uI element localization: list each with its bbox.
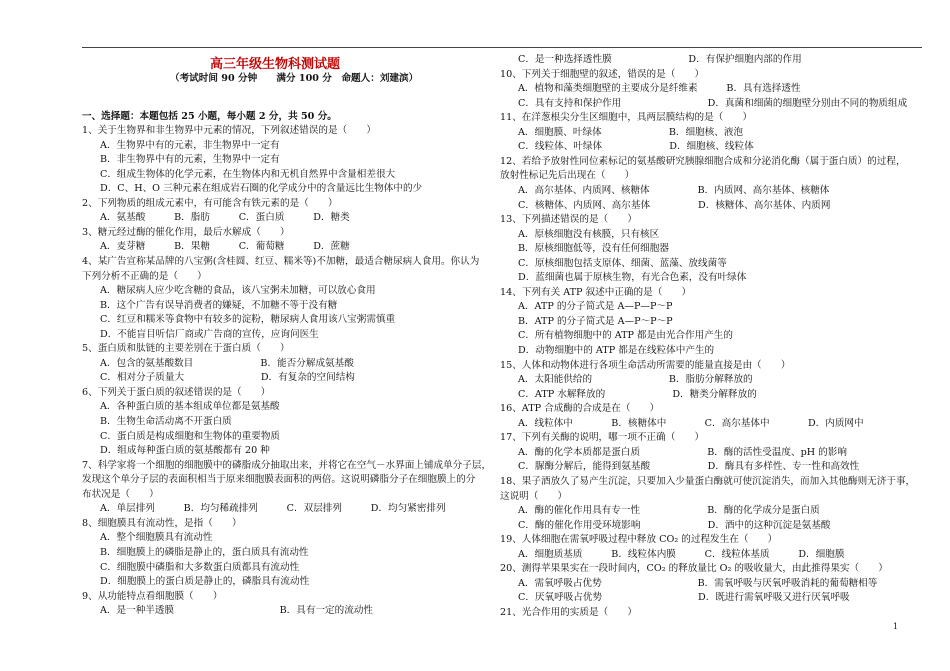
answer-option: A．植物和藻类细胞壁的主要成分是纤维素 B．具有选择透性 bbox=[518, 83, 801, 95]
answer-option: B．生物生命活动离不开蛋白质 bbox=[100, 416, 232, 427]
question-text: 3、糖元经过酶的催化作用，最后水解成（ ） bbox=[82, 226, 290, 238]
question-text: 布状况是（ ） bbox=[82, 488, 159, 500]
question-text: 17、下列有关酶的说明，哪一项不正确（ ） bbox=[500, 432, 705, 444]
header-rule bbox=[82, 47, 922, 48]
answer-option: C．厌氧呼吸占优势 D．既进行需氧呼吸又进行厌氧呼吸 bbox=[518, 592, 850, 604]
question-text: 19、人体细胞在需氧呼吸过程中释放 CO₂ 的过程发生在（ ） bbox=[500, 534, 778, 546]
question-text: 下列分析不正确的是（ ） bbox=[82, 270, 207, 282]
answer-option: A．糖尿病人应少吃含糖的食品，该八宝粥未加糖，可以放心食用 bbox=[100, 285, 376, 297]
question-text: 11、在洋葱根尖分生区细胞中，具两层膜结构的是（ ） bbox=[500, 112, 753, 124]
question-text: 13、下列描述错误的是（ ） bbox=[500, 214, 637, 226]
question-text: 21、光合作用的实质是（ ） bbox=[500, 606, 637, 618]
answer-option: C．具有支持和保护作用 D．真菌和细菌的细胞壁分别由不同的物质组成 bbox=[518, 97, 908, 109]
answer-option: A．生物界中有的元素，非生物界中一定有 bbox=[100, 139, 280, 151]
question-text: 12、若给予放射性同位素标记的氨基酸研究胰腺细胞合成和分泌消化酶（属于蛋白质）的过程， bbox=[500, 155, 906, 167]
answer-option: A．是一种半透膜 B．具有一定的流动性 bbox=[100, 605, 374, 617]
answer-option: A．各种蛋白质的基本组成单位都是氨基酸 bbox=[100, 401, 280, 413]
answer-option: B．非生物界中有的元素，生物界中一定有 bbox=[100, 154, 280, 166]
question-text: 15、人体和动物体进行各项生命活动所需要的能量直接是由（ ） bbox=[500, 359, 791, 371]
question-text: 6、下列关于蛋白质的叙述错误的是（ ） bbox=[82, 386, 271, 398]
answer-option: C．核糖体、内质网、高尔基体 D．核糖体、高尔基体、内质网 bbox=[518, 199, 831, 211]
question-text: 8、细胞膜具有流动性，是指（ ） bbox=[82, 517, 242, 529]
answer-option: A．酶的催化作用具有专一性 B．酶的化学成分是蛋白质 bbox=[518, 505, 820, 517]
answer-option: C．细胞膜中磷脂和大多数蛋白质都具有流动性 bbox=[100, 561, 300, 573]
question-text: 10、下列关于细胞壁的叙述，错误的是（ ） bbox=[500, 68, 705, 80]
answer-option: A．麦芽糖 B．果糖 C．葡萄糖 D．蔗糖 bbox=[100, 241, 350, 253]
question-text: 4、某广告宣称某品牌的八宝粥(含桂圆、红豆、糯米等)不加糖，最适合糖尿病人食用。你认为 bbox=[82, 255, 480, 267]
answer-option: A．细胞质基质 B．线粒体内膜 C．线粒体基质 D．细胞膜 bbox=[518, 548, 845, 560]
answer-option: A．整个细胞膜具有流动性 bbox=[100, 532, 213, 544]
answer-option: C．所有植物细胞中的 ATP 都是由光合作用产生的 bbox=[518, 330, 733, 342]
question-text: 7、科学家将一个细胞的细胞膜中的磷脂成分抽取出来，并将它在空气－水界面上铺成单分子层， bbox=[82, 459, 492, 471]
answer-option: D．蓝细菌也属于原核生物，有光合色素，没有叶绿体 bbox=[518, 272, 747, 284]
answer-option: B．原核细胞低等，没有任何细胞器 bbox=[518, 243, 669, 255]
answer-option: D．动物细胞中的 ATP 都是在线粒体中产生的 bbox=[518, 345, 715, 356]
question-text: 18、果子酒放久了易产生沉淀，只要加入少量蛋白酶就可使沉淀消失，而加入其他酶则无济于事， bbox=[500, 475, 916, 487]
answer-option: B．这个广告有误导消费者的嫌疑，不加糖不等于没有糖 bbox=[100, 299, 338, 311]
answer-option: D．组成每种蛋白质的氨基酸都有 20 种 bbox=[100, 445, 270, 457]
answer-option: C．是一种选择透性膜 D．有保护细胞内部的作用 bbox=[518, 54, 802, 65]
answer-option: C．相对分子质量大 D．有复杂的空间结构 bbox=[100, 372, 355, 384]
question-text: 发现这个单分子层的表面积相当于原来细胞膜表面积的两倍。这说明磷脂分子在细胞膜上的分 bbox=[82, 474, 476, 486]
answer-option: A．需氧呼吸占优势 B．需氧呼吸与厌氧呼吸消耗的葡萄糖相等 bbox=[518, 577, 878, 589]
answer-option: D．细胞膜上的蛋白质是静止的，磷脂具有流动性 bbox=[100, 576, 310, 588]
answer-option: A．单层排列 B．均匀稀疏排列 C．双层排列 D．均匀紧密排列 bbox=[100, 503, 446, 515]
answer-option: A．酶的化学本质都是蛋白质 B．酶的活性受温度、pH 的影响 bbox=[518, 446, 847, 458]
answer-option: C．蛋白质是构成细胞和生物体的重要物质 bbox=[100, 430, 281, 442]
question-text: 16、ATP 合成酶的合成是在（ ） bbox=[500, 403, 660, 415]
answer-option: A．细胞膜、叶绿体 B．细胞核、液泡 bbox=[518, 126, 744, 138]
answer-option: C．ATP 水解释放的 D．糖类分解释放的 bbox=[518, 388, 757, 400]
answer-option: B．细胞膜上的磷脂是静止的，蛋白质具有流动性 bbox=[100, 546, 309, 558]
answer-option: D．C、H、O 三种元素在组成岩石圈的化学成分中的含量远比生物体中的少 bbox=[100, 183, 423, 195]
answer-option: A．线粒体中 B．核糖体中 C．高尔基体中 D．内质网中 bbox=[518, 417, 864, 429]
answer-option: C．组成生物体的化学元素，在生物体内和无机自然界中含量相差很大 bbox=[100, 168, 396, 180]
answer-option: A．包含的氨基酸数目 B．能否分解成氨基酸 bbox=[100, 357, 354, 369]
answer-option: B．ATP 的分子简式是 A—P～P～P bbox=[518, 315, 673, 327]
question-text: 1、关于生物界和非生物界中元素的情况，下列叙述错误的是（ ） bbox=[82, 125, 376, 136]
answer-option: D．不能盲目听信厂商或广告商的宣传，应询问医生 bbox=[100, 328, 319, 340]
answer-option: C．脲酶分解后，能得到氨基酸 D．酶具有多样性、专一性和高效性 bbox=[518, 461, 860, 473]
exam-info: （考试时间 90 分钟 满分 100 分 命题人：刘建滨） bbox=[170, 73, 419, 84]
question-text: 放射性标记先后出现在（ ） bbox=[500, 170, 635, 182]
question-text: 这说明（ ） bbox=[500, 490, 568, 502]
question-text: 20、测得苹果果实在一段时间内，CO₂ 的释放量比 O₂ 的吸收量大，由此推得果实（ ） bbox=[500, 563, 888, 575]
question-text: 14、下列有关 ATP 叙述中正确的是（ ） bbox=[500, 286, 692, 298]
section-heading: 一、选择题：本题包括 25 小题，每小题 2 分，共 50 分。 bbox=[82, 111, 337, 122]
answer-option: C．线粒体、叶绿体 D．细胞核、线粒体 bbox=[518, 141, 754, 153]
answer-option: C．红豆和糯米等食物中有较多的淀粉，糖尿病人食用该八宝粥需慎重 bbox=[100, 314, 396, 326]
answer-option: A．原核细胞没有核膜，只有核区 bbox=[518, 228, 660, 240]
question-text: 5、蛋白质和肽链的主要差别在于蛋白质（ ） bbox=[82, 343, 290, 355]
answer-option: C．原核细胞包括支原体、细菌、蓝藻、放线菌等 bbox=[518, 257, 727, 269]
question-text: 9、从功能特点看细胞膜（ ） bbox=[82, 590, 223, 602]
answer-option: C．酶的催化作用受环境影响 D．酒中的这种沉淀是氨基酸 bbox=[518, 519, 831, 531]
page-number: 1 bbox=[893, 622, 899, 631]
answer-option: A．ATP 的分子简式是 A—P—P～P bbox=[518, 301, 673, 313]
answer-option: A．氨基酸 B．脂肪 C．蛋白质 D．糖类 bbox=[100, 212, 350, 224]
page-title: 高三年级生物科测试题 bbox=[210, 57, 341, 72]
question-text: 2、下列物质的组成元素中，有可能含有铁元素的是（ ） bbox=[82, 197, 338, 209]
answer-option: A．高尔基体、内质网、核糖体 B．内质网、高尔基体、核糖体 bbox=[518, 184, 830, 196]
answer-option: A．太阳能供给的 B．脂肪分解释放的 bbox=[518, 374, 753, 386]
